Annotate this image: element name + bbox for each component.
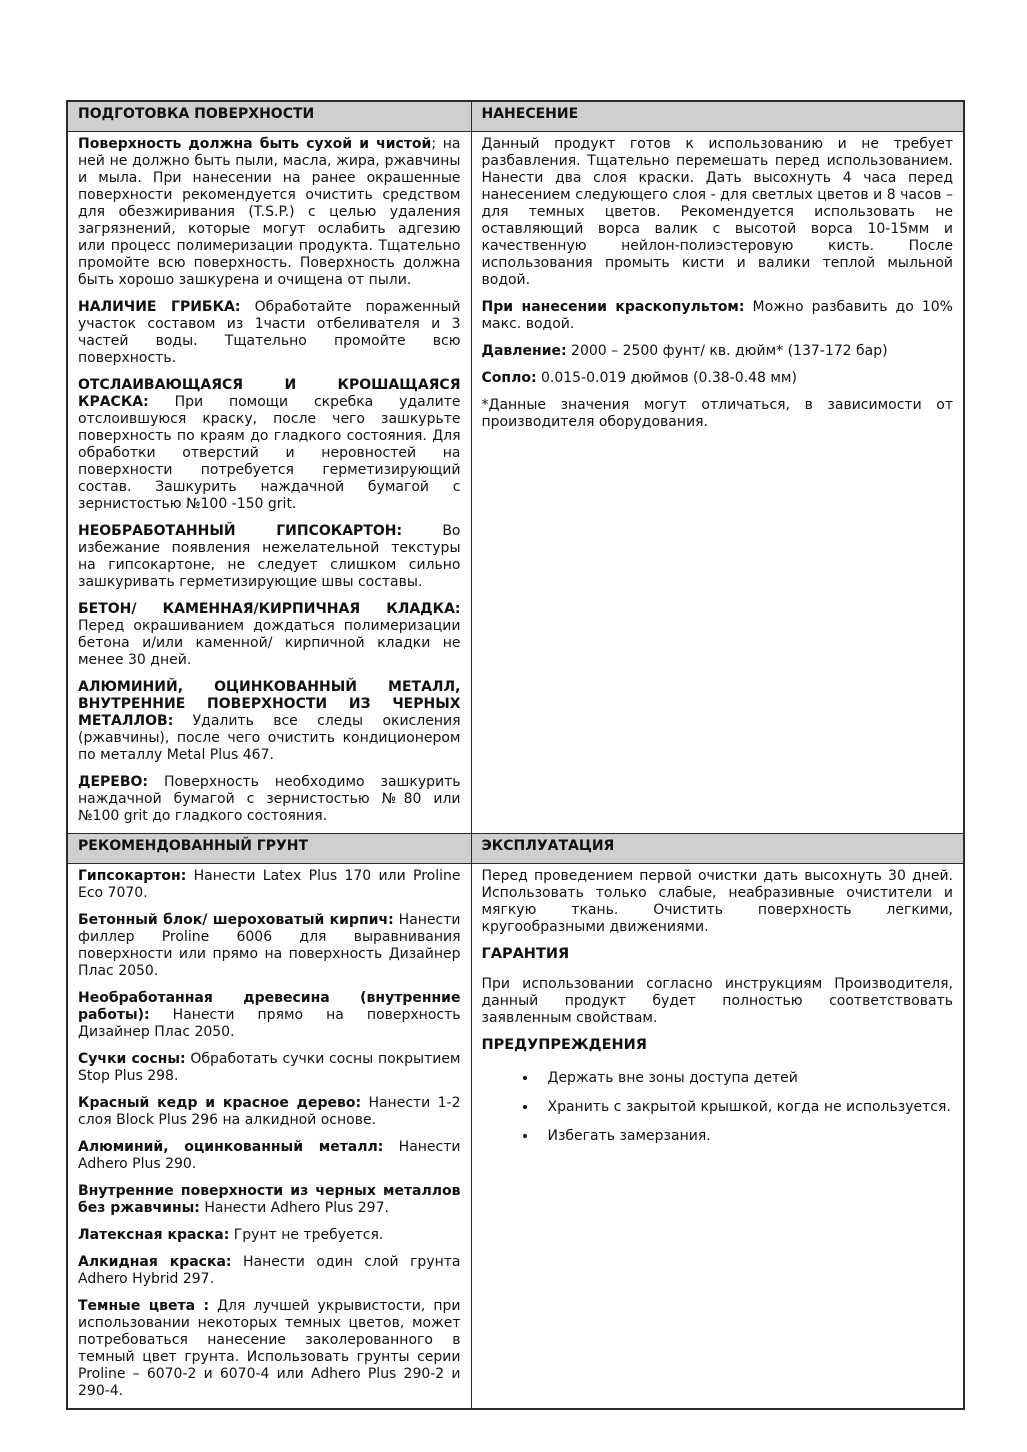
paragraph-lead: ДЕРЕВО: xyxy=(78,774,149,790)
paragraph-aluminum-primer xyxy=(78,1139,461,1173)
paragraph-text: Удалить все следы окисления (ржавчины), после чего очистить кондиционером по металлу Metal Plus 467. xyxy=(78,713,461,763)
paragraph-text: Нанести прямо на поверхность Дизайнер Плас 2050. xyxy=(78,1007,461,1040)
primer-cell xyxy=(67,864,471,1410)
paragraph-text: Для лучшей укрывистости, при использовании некоторых темных цветов, может потребоваться нанесение заколерованного в темный цвет грунта. Использовать грунты серии Proline – 6070-2 и 6070-4 или Adhero Plus 290-2 и 290-4. xyxy=(78,1298,461,1399)
paragraph-text: Нанести Latex Plus 170 или Proline Eco 7070. xyxy=(78,868,461,901)
paragraph-text: Нанести 1-2 слоя Block Plus 296 на алкидной основе. xyxy=(78,1095,461,1128)
paragraph-new-drywall xyxy=(78,523,461,591)
warning-item-children: • Держать вне зоны доступа детей xyxy=(538,1070,954,1087)
paragraph-text: Во избежание появления нежелательной текстуры на гипсокартоне, не следует слишком сильно зашкуривать герметизирующие швы составы. xyxy=(78,523,461,590)
paragraph-lead: Алкидная краска: xyxy=(78,1254,232,1270)
paragraph-lead: Сучки сосны: xyxy=(78,1051,186,1067)
warranty-heading: ГАРАНТИЯ xyxy=(481,946,570,962)
paragraph-alkyd-paint-primer xyxy=(78,1254,461,1288)
paragraph-maintenance-intro: Перед проведением первой очистки дать высохнуть 30 дней. Использовать только слабые, неабразивные очистители и мягкую ткань. Очистить поверхность легкими, кругообразными движениями. xyxy=(481,868,953,935)
body-row-top xyxy=(67,132,964,834)
paragraph-pine-knots-primer xyxy=(78,1051,461,1085)
paragraph-aluminum-metal xyxy=(78,679,461,764)
paragraph-dark-colors-primer xyxy=(78,1298,461,1400)
paragraph-spray-application xyxy=(482,299,954,333)
paragraph-lead: ОТСЛАИВАЮЩАЯСЯ И КРОШАЩАЯСЯ КРАСКА: xyxy=(78,377,461,410)
section-header-application: НАНЕСЕНИЕ xyxy=(471,101,964,132)
section-header-surface-prep: ПОДГОТОВКА ПОВЕРХНОСТИ xyxy=(67,101,471,132)
paragraph-lead: НЕОБРАБОТАННЫЙ ГИПСОКАРТОН: xyxy=(78,523,403,539)
paragraph-warranty-text: При использовании согласно инструкциям Производителя, данный продукт будет полностью соответствовать заявленным свойствам. xyxy=(481,976,953,1026)
paragraph-text: При помощи скребка удалите отслоившуюся краску, после чего зашкурьте поверхность по краям до гладкого состояния. Для обработки отверстий и неровностей на поверхности потребуется герметизирующий состав. Зашкурить наждачной бумагой с зернистостью №100 -150 grit. xyxy=(78,394,461,512)
paragraph-mildew xyxy=(78,299,461,367)
paragraph-nozzle xyxy=(482,370,954,387)
section-header-primer: РЕКОМЕНДОВАННЫЙ ГРУНТ xyxy=(67,834,471,864)
paragraph-lead: Необработанная древесина (внутренние работы): xyxy=(78,990,461,1023)
paragraph-text: Грунт не требуется. xyxy=(229,1227,384,1243)
paragraph-text: Поверхность необходимо зашкурить наждачной бумагой с зернистостью №80 или №100 grit до гладкого состояния. xyxy=(78,774,461,824)
paragraph-text: 0.015-0.019 дюймов (0.38-0.48 мм) xyxy=(536,370,797,386)
warning-item-lid: • Хранить с закрытой крышкой, когда не используется. xyxy=(538,1099,954,1116)
paragraph-lead: БЕТОН/ КАМЕННАЯ/КИРПИЧНАЯ КЛАДКА: xyxy=(78,601,461,617)
paragraph-lead: Сопло: xyxy=(481,370,537,386)
paragraph-text: *Данные значения могут отличаться, в зависимости от производителя оборудования. xyxy=(481,397,953,430)
paragraph-surface-dry xyxy=(78,136,461,289)
paragraph-lead: Темные цвета : xyxy=(78,1298,210,1314)
paragraph-values-note xyxy=(482,397,954,431)
paragraph-cedar-redwood-primer xyxy=(78,1095,461,1129)
paragraph-wood xyxy=(78,774,461,825)
application-cell xyxy=(471,132,964,834)
paragraph-lead: Красный кедр и красное дерево: xyxy=(78,1095,362,1111)
header-row-bottom xyxy=(67,834,964,864)
paragraph-lead: Алюминий, оцинкованный металл: xyxy=(78,1139,384,1155)
body-row-bottom xyxy=(67,864,964,1410)
paragraph-lead: Внутренние поверхности из черных металлов без ржавчины: xyxy=(78,1183,461,1216)
paragraph-lead: Бетонный блок/ шероховатый кирпич: xyxy=(78,912,394,928)
paragraph-text: Нанести филлер Proline 6006 для выравнивания поверхности или прямо на поверхность Дизайнер Плас 2050. xyxy=(78,912,461,979)
surface-prep-cell xyxy=(67,132,471,834)
datasheet xyxy=(66,100,963,1410)
paragraph-drywall-primer xyxy=(78,868,461,902)
paragraph-lead: Латексная краска: xyxy=(78,1227,230,1243)
paragraph-ferrous-metal-primer xyxy=(78,1183,461,1217)
paragraph-text: Нанести Adhero Plus 290. xyxy=(78,1139,461,1172)
paragraph-ready-to-use xyxy=(482,136,954,289)
paragraph-peeling-paint xyxy=(78,377,461,513)
warning-item-freezing: • Избегать замерзания. xyxy=(538,1128,954,1145)
paragraph-text: Обработайте пораженный участок составом из 1части отбеливателя и 3 частей воды. Тщательно промойте всю поверхность. xyxy=(78,299,461,366)
section-header-maintenance: ЭКСПЛУАТАЦИЯ xyxy=(471,834,964,864)
paragraph-text: Обработать сучки сосны покрытием Stop Plus 298. xyxy=(78,1051,461,1084)
paragraph-lead: АЛЮМИНИЙ, ОЦИНКОВАННЫЙ МЕТАЛЛ, ВНУТРЕННИЕ ПОВЕРХНОСТИ ИЗ ЧЕРНЫХ МЕТАЛЛОВ: xyxy=(78,679,461,729)
paragraph-text: Можно разбавить до 10% макс. водой. xyxy=(481,299,953,332)
header-row-top xyxy=(67,101,964,132)
paragraph-text: Нанести один слой грунта Adhero Hybrid 297. xyxy=(78,1254,461,1287)
paragraph-lead: Гипсокартон: xyxy=(78,868,187,884)
warnings-list xyxy=(482,1070,954,1145)
paragraph-raw-wood-primer xyxy=(78,990,461,1041)
warnings-heading: ПРЕДУПРЕЖДЕНИЯ xyxy=(481,1037,647,1053)
paragraph-lead: Давление: xyxy=(481,343,567,359)
paragraph-lead: При нанесении краскопультом: xyxy=(481,299,745,315)
paragraph-pressure xyxy=(482,343,954,360)
product-datasheet-table xyxy=(66,100,965,1410)
paragraph-latex-paint-primer xyxy=(78,1227,461,1244)
maintenance-cell xyxy=(471,864,964,1410)
paragraph-concrete-block-primer xyxy=(78,912,461,980)
paragraph-text: Данный продукт готов к использованию и не требует разбавления. Тщательно перемешать перед использованием. Нанести два слоя краски. Дать высохнуть 4 часа перед нанесением следующего слоя - для светлых цветов и 8 часов – для темных цветов. Рекомендуется использовать не оставляющий ворса валик с высотой ворса 10-15мм и качественную нейлон-полиэстеровую кисть. После использования промыть кисти и валики теплой мыльной водой. xyxy=(481,136,953,288)
paragraph-text: ; на ней не должно быть пыли, масла, жира, ржавчины и мыла. При нанесении на ранее окрашенные поверхности рекомендуется очистить средством для обезжиривания (T.S.P.) с целью удаления загрязнений, которые могут ослабить адгезию или процесс полимеризации продукта. Тщательно промойте всю поверхность. Поверхность должна быть хорошо зашкурена и очищена от пыли. xyxy=(78,136,461,288)
paragraph-text: 2000 – 2500 фунт/ кв. дюйм* (137-172 бар) xyxy=(566,343,888,359)
paragraph-text: Нанести Adhero Plus 297. xyxy=(199,1200,389,1216)
paragraph-concrete-masonry xyxy=(78,601,461,669)
paragraph-lead: Поверхность должна быть сухой и чистой xyxy=(78,136,432,152)
paragraph-lead: НАЛИЧИЕ ГРИБКА: xyxy=(78,299,241,315)
paragraph-text: Перед окрашиванием дождаться полимеризации бетона и/или каменной/ кирпичной кладки не менее 30 дней. xyxy=(78,618,461,668)
